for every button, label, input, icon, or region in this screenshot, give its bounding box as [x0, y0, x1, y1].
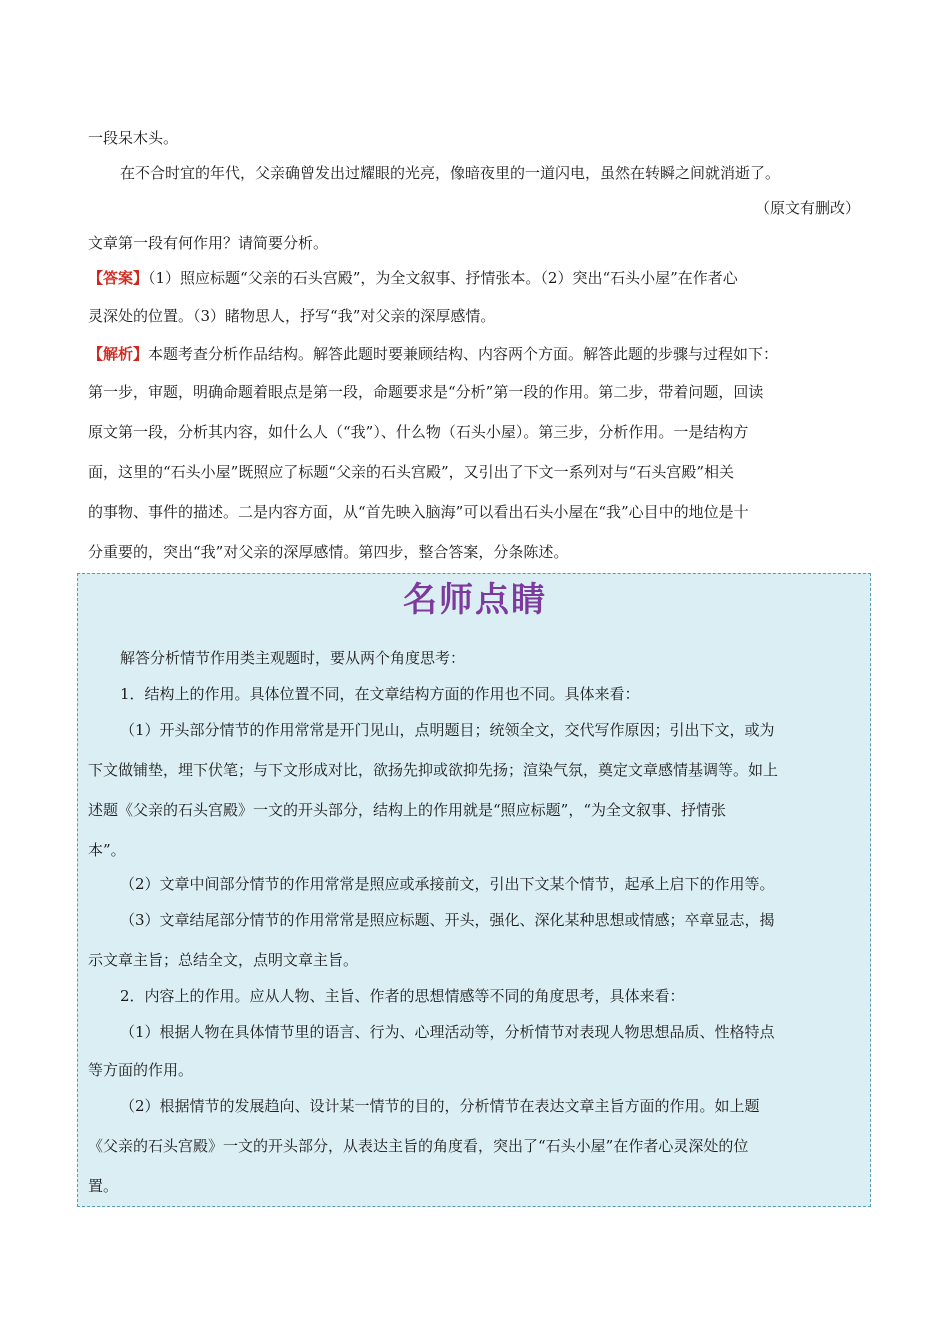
tips-title: 名师点睛 [403, 580, 547, 620]
tips-line: （1）根据人物在具体情节里的语言、行为、心理活动等，分析情节对表现人物思想品质、性格特点 [120, 1023, 775, 1041]
question-text: 文章第一段有何作用？请简要分析。 [88, 234, 329, 252]
tips-line: 示文章主旨；总结全文，点明文章主旨。 [88, 951, 359, 969]
tips-line: 下文做铺垫，埋下伏笔；与下文形成对比，欲扬先抑或欲抑先扬；渲染气氛，奠定文章感情基调等。如上 [88, 761, 779, 779]
tips-line: （2）文章中间部分情节的作用常常是照应或承接前文，引出下文某个情节，起承上启下的作用等。 [120, 875, 775, 893]
analysis-text: 本题考查分析作品结构。解答此题时要兼顾结构、内容两个方面。解答此题的步骤与过程如下： [148, 345, 779, 363]
source-note: （原文有删改） [754, 199, 860, 217]
analysis-line: 的事物、事件的描述。二是内容方面，从“首先映入脑海”可以看出石头小屋在“我”心目中的地位是十 [88, 503, 749, 521]
tips-line: （2）根据情节的发展趋向、设计某一情节的目的，分析情节在表达文章主旨方面的作用。如上题 [120, 1097, 760, 1115]
passage-line: 一段呆木头。 [88, 129, 179, 147]
analysis-line [88, 344, 862, 364]
tips-line: 本”。 [88, 841, 126, 859]
tips-line: 1．结构上的作用。具体位置不同，在文章结构方面的作用也不同。具体来看： [120, 685, 640, 703]
tips-line: 2．内容上的作用。应从人物、主旨、作者的思想情感等不同的角度思考，具体来看： [120, 987, 685, 1005]
tips-line: （1）开头部分情节的作用常常是开门见山，点明题目；统领全文，交代写作原因；引出下文，或为 [120, 721, 775, 739]
tips-line: 解答分析情节作用类主观题时，要从两个角度思考： [120, 649, 466, 667]
answer-line [88, 268, 862, 288]
tips-line: 置。 [88, 1177, 119, 1195]
passage-line: 在不合时宜的年代，父亲确曾发出过耀眼的光亮，像暗夜里的一道闪电，虽然在转瞬之间就消逝了。 [120, 164, 781, 182]
analysis-tag: 【解析】 [88, 345, 149, 363]
analysis-line: 分重要的，突出“我”对父亲的深厚感情。第四步，整合答案，分条陈述。 [88, 543, 569, 561]
answer-line: 灵深处的位置。（3）睹物思人，抒写“我”对父亲的深厚感情。 [88, 307, 496, 325]
analysis-line: 面，这里的“石头小屋”既照应了标题“父亲的石头宫殿”，又引出了下文一系列对与“石头宫殿”相关 [88, 463, 735, 481]
tips-line: （3）文章结尾部分情节的作用常常是照应标题、开头，强化、深化某种思想或情感；卒章显志，揭 [120, 911, 775, 929]
answer-text: （1）照应标题“父亲的石头宫殿”，为全文叙事、抒情张本。（2）突出“石头小屋”在作者心 [148, 269, 738, 287]
analysis-line: 原文第一段，分析其内容，如什么人（“我”）、什么物（石头小屋）。第三步，分析作用。一是结构方 [88, 423, 749, 441]
tips-line: 述题《父亲的石头宫殿》一文的开头部分，结构上的作用就是“照应标题”，“为全文叙事、抒情张 [88, 801, 727, 819]
answer-tag: 【答案】 [88, 269, 149, 287]
tips-line: 等方面的作用。 [88, 1061, 194, 1079]
analysis-line: 第一步，审题，明确命题着眼点是第一段，命题要求是“分析”第一段的作用。第二步，带着问题，回读 [88, 383, 764, 401]
tips-line: 《父亲的石头宫殿》一文的开头部分，从表达主旨的角度看，突出了“石头小屋”在作者心灵深处的位 [88, 1137, 749, 1155]
